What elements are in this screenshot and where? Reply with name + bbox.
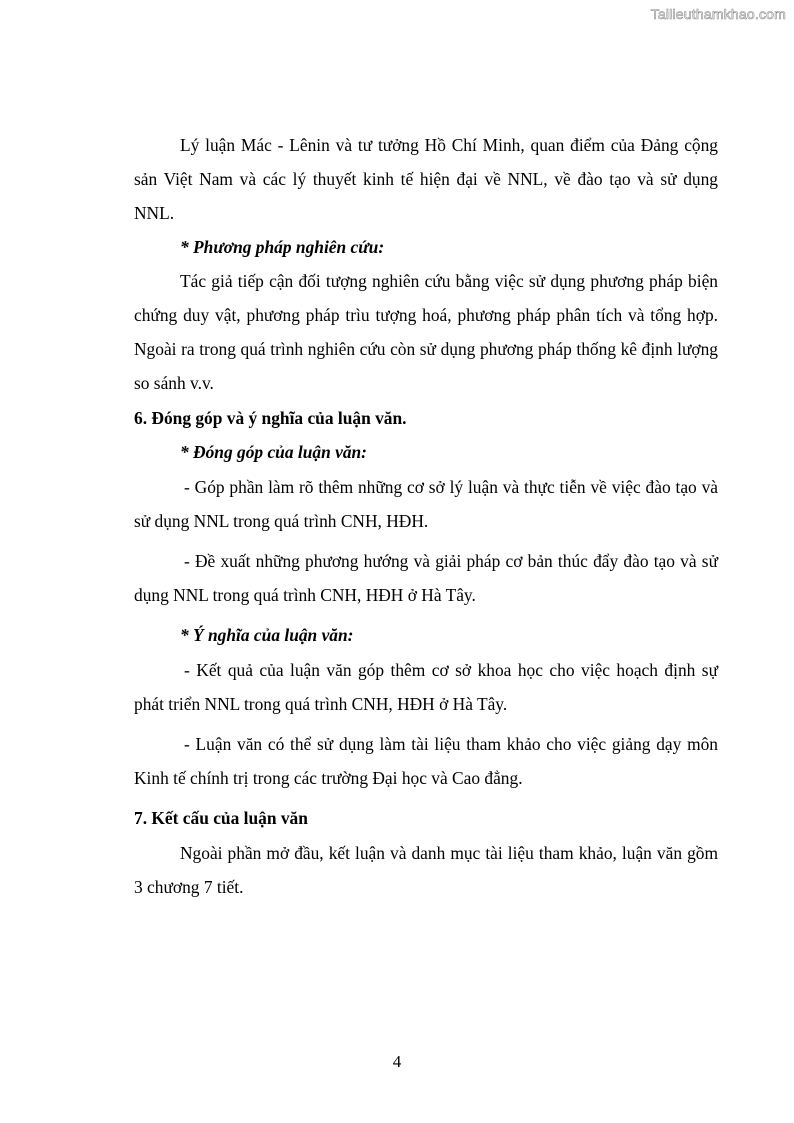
paragraph-theory: Lý luận Mác - Lênin và tư tưởng Hồ Chí Minh, quan điểm của Đảng cộng sản Việt Nam và các lý thuyết kinh tế hiện đại về NNL, về đào tạo và sử dụng NNL. <box>134 135 718 223</box>
watermark-text: Tailieuthamkhao.com <box>650 6 786 22</box>
section-7-heading: 7. Kết cấu của luận văn <box>134 808 308 828</box>
section-6-heading: 6. Đóng góp và ý nghĩa của luận văn. <box>134 408 407 428</box>
paragraph-methods: Tác giả tiếp cận đối tượng nghiên cứu bằng việc sử dụng phương pháp biện chứng duy vật, phương pháp trìu tượng hoá, phương pháp phân tích và tổng hợp. Ngoài ra trong quá trình nghiên cứu còn sử dụng phương pháp thống kê định lượng so sánh v.v. <box>134 271 718 393</box>
paragraph-structure: Ngoài phần mở đầu, kết luận và danh mục tài liệu tham khảo, luận văn gồm 3 chương 7 tiết. <box>134 843 718 897</box>
document-body <box>134 128 718 904</box>
meaning-item: - Luận văn có thể sử dụng làm tài liệu tham khảo cho việc giảng dạy môn Kinh tế chính trị trong các trường Đại học và Cao đẳng. <box>134 734 718 788</box>
page-number: 4 <box>392 1052 402 1071</box>
methods-heading: * Phương pháp nghiên cứu: <box>180 237 385 257</box>
contribution-item: - Đề xuất những phương hướng và giải pháp cơ bản thúc đẩy đào tạo và sử dụng NNL trong quá trình CNH, HĐH ở Hà Tây. <box>134 551 718 605</box>
contribution-heading: * Đóng góp của luận văn: <box>180 442 367 462</box>
contribution-item: - Góp phần làm rõ thêm những cơ sở lý luận và thực tiễn về việc đào tạo và sử dụng NNL trong quá trình CNH, HĐH. <box>134 477 718 531</box>
meaning-item: - Kết quả của luận văn góp thêm cơ sở khoa học cho việc hoạch định sự phát triển NNL trong quá trình CNH, HĐH ở Hà Tây. <box>134 660 718 714</box>
meaning-heading: * Ý nghĩa của luận văn: <box>180 625 354 645</box>
